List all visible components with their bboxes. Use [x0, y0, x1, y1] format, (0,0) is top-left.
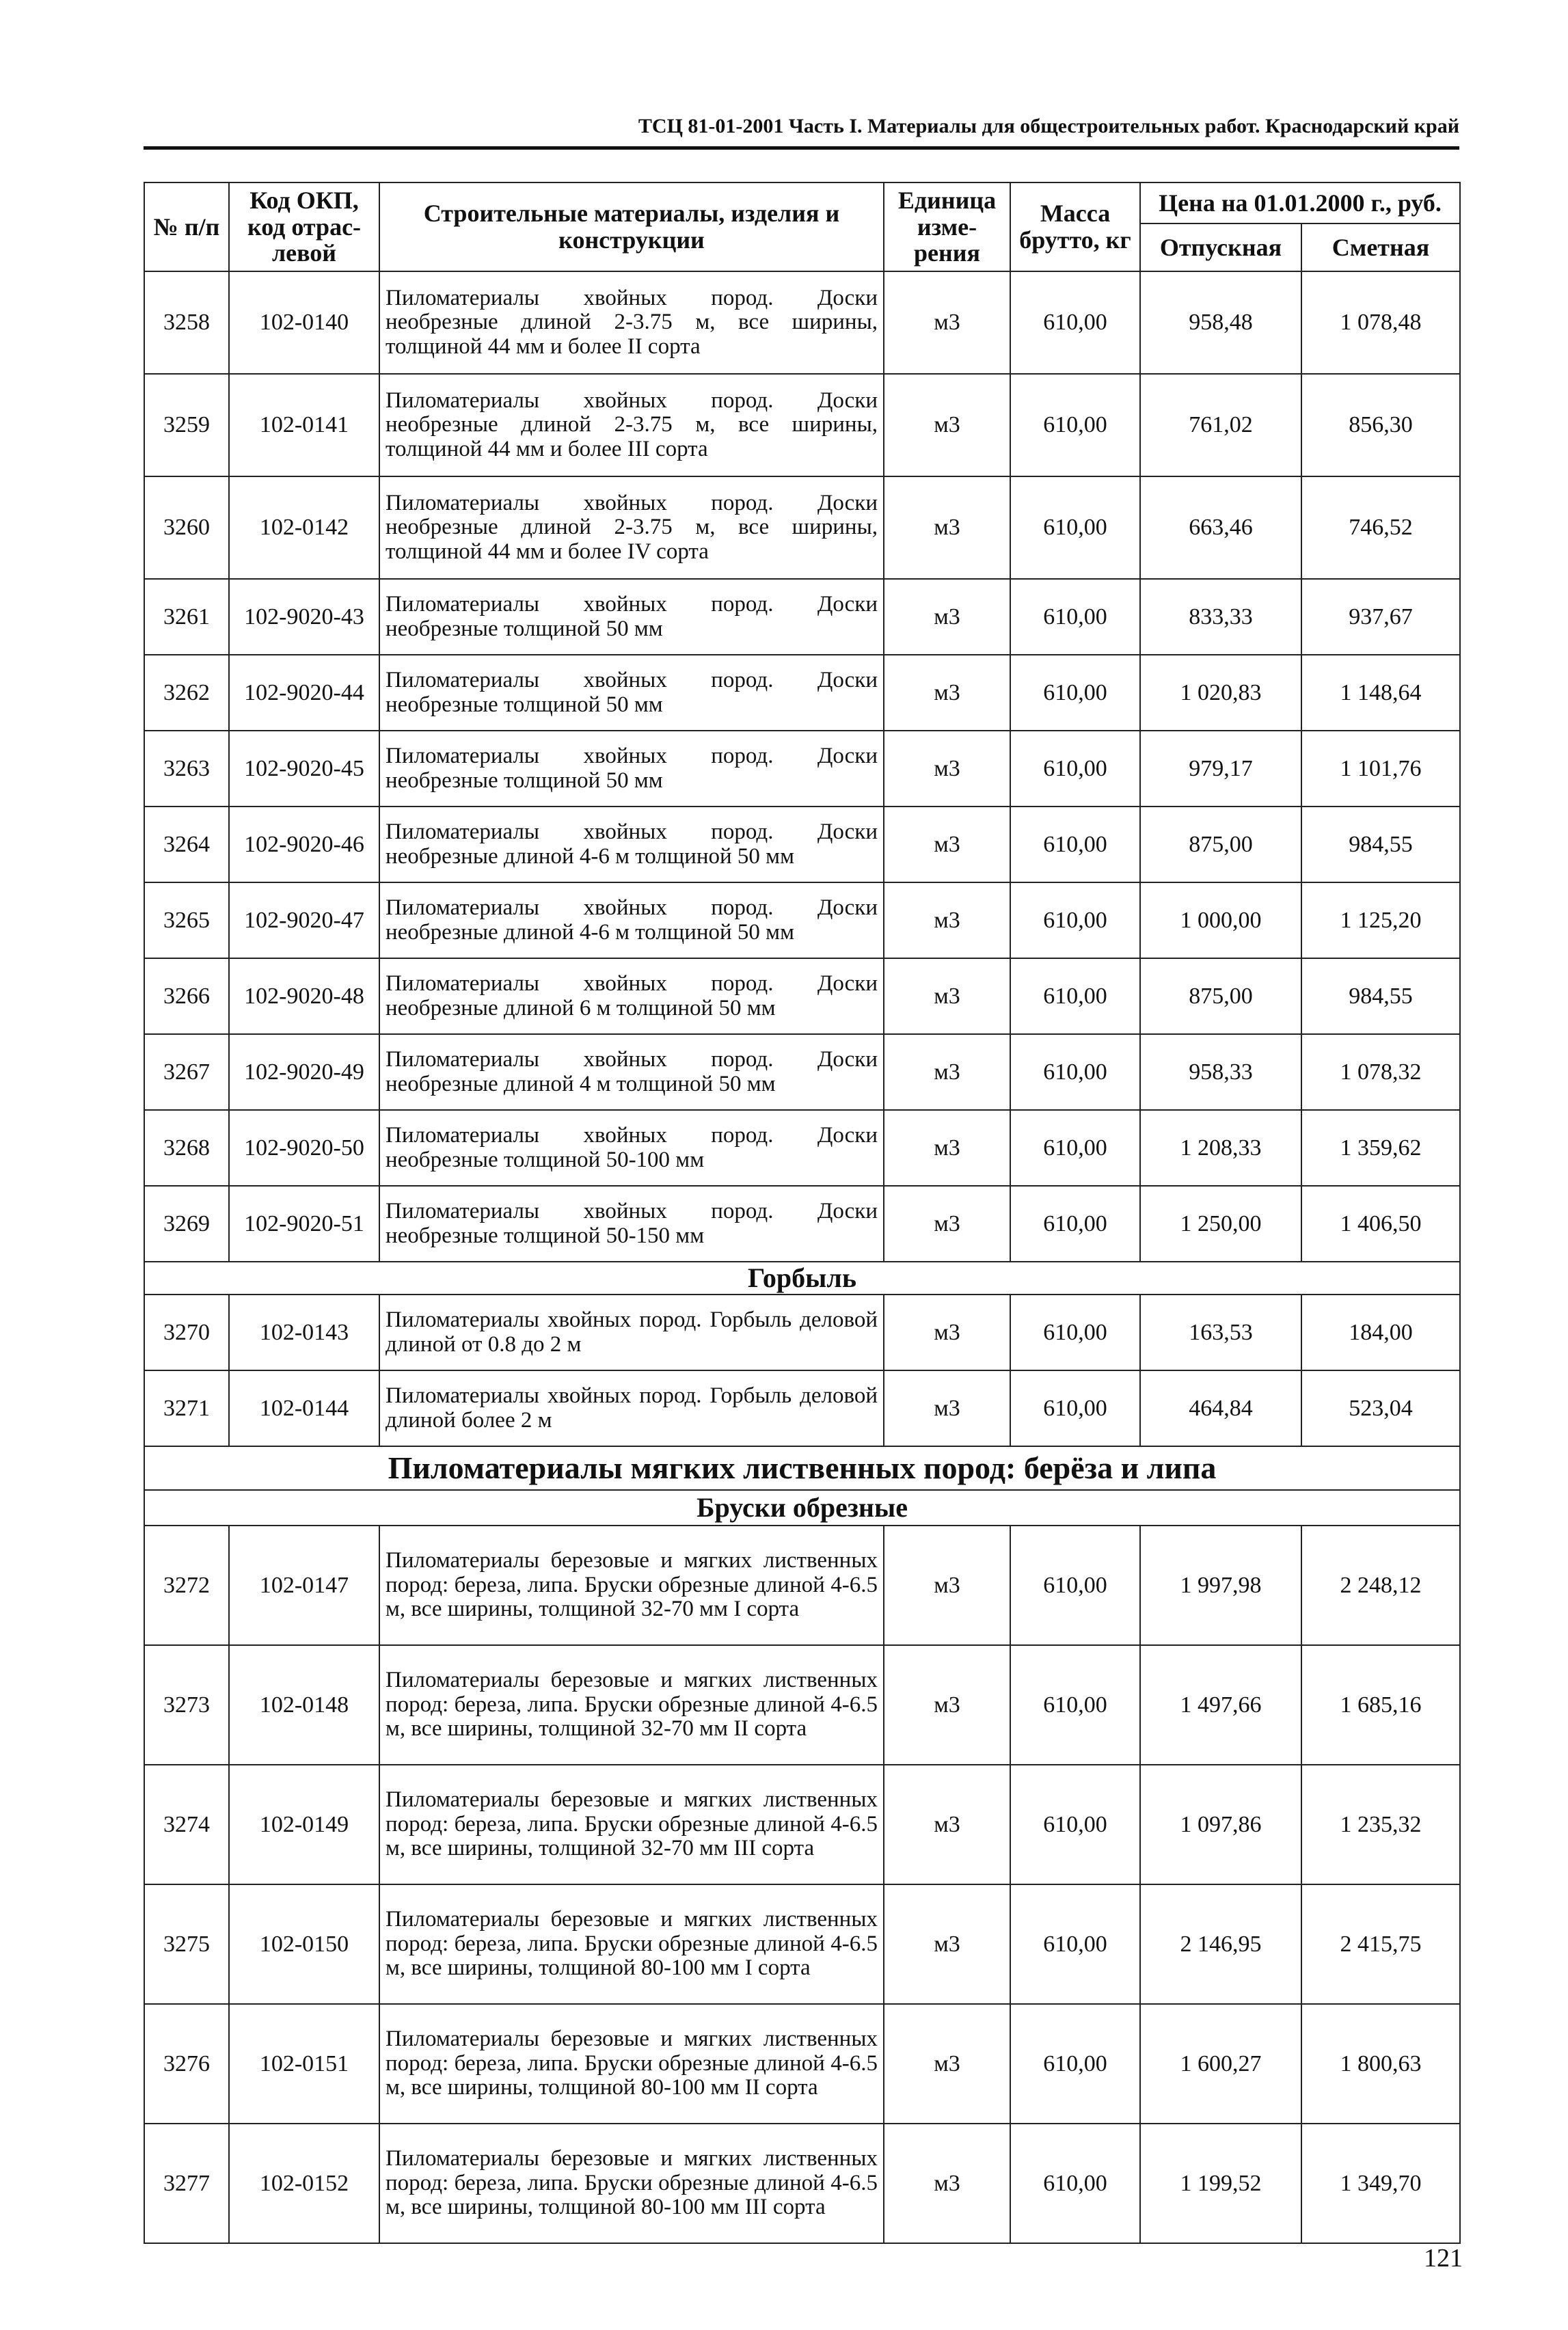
row-unit: м3 [884, 2004, 1010, 2124]
row-code: 102-9020-44 [229, 655, 379, 731]
row-name: Пиломатериалы березовые и мягких лиственных пород: береза, липа. Бруски обрезные длиной 4-6.5 м, все ширины, толщиной 32-70 мм I сорта [379, 1526, 884, 1645]
row-name: Пиломатериалы хвойных пород. Доски необрезные длиной 4-6 м толщиной 50 мм [379, 807, 884, 882]
row-price-estimate: 1 800,63 [1301, 2004, 1460, 2124]
row-price-release: 979,17 [1140, 731, 1301, 807]
row-number: 3270 [144, 1295, 229, 1370]
row-price-estimate: 1 349,70 [1301, 2124, 1460, 2243]
col-price-estimate-header: Сметная [1301, 223, 1460, 271]
row-number: 3267 [144, 1034, 229, 1110]
section-gorbyl [144, 1262, 1460, 1295]
table-body-boards [144, 271, 1460, 1262]
row-mass: 610,00 [1010, 1110, 1140, 1186]
row-number: 3265 [144, 882, 229, 958]
row-mass: 610,00 [1010, 476, 1140, 579]
page-header: ТСЦ 81-01-2001 Часть I. Материалы для общестроительных работ. Краснодарский край [638, 115, 1459, 137]
table-row [144, 731, 1460, 807]
row-name: Пиломатериалы хвойных пород. Доски необрезные длиной 4-6 м толщиной 50 мм [379, 882, 884, 958]
row-number: 3271 [144, 1370, 229, 1446]
row-mass: 610,00 [1010, 1186, 1140, 1262]
row-code: 102-9020-45 [229, 731, 379, 807]
col-code-header: Код ОКП, код отрас-левой [229, 182, 379, 271]
row-number: 3269 [144, 1186, 229, 1262]
row-number: 3272 [144, 1526, 229, 1645]
row-price-estimate: 184,00 [1301, 1295, 1460, 1370]
row-price-estimate: 856,30 [1301, 374, 1460, 476]
row-name: Пиломатериалы березовые и мягких лиственных пород: береза, липа. Бруски обрезные длиной 4-6.5 м, все ширины, толщиной 32-70 мм II сорта [379, 1645, 884, 1765]
row-mass: 610,00 [1010, 1370, 1140, 1446]
row-price-release: 163,53 [1140, 1295, 1301, 1370]
row-price-estimate: 984,55 [1301, 958, 1460, 1034]
row-number: 3266 [144, 958, 229, 1034]
row-price-release: 1 000,00 [1140, 882, 1301, 958]
row-name: Пиломатериалы хвойных пород. Доски необрезные длиной 2-3.75 м, все ширины, толщиной 44 мм и более IV сорта [379, 476, 884, 579]
row-price-estimate: 1 078,48 [1301, 271, 1460, 374]
row-name: Пиломатериалы березовые и мягких лиственных пород: береза, липа. Бруски обрезные длиной 4-6.5 м, все ширины, толщиной 80-100 мм III сорта [379, 2124, 884, 2243]
row-unit: м3 [884, 1884, 1010, 2004]
row-price-estimate: 1 406,50 [1301, 1186, 1460, 1262]
row-price-estimate: 1 235,32 [1301, 1765, 1460, 1884]
row-price-estimate: 746,52 [1301, 476, 1460, 579]
row-name: Пиломатериалы березовые и мягких лиственных пород: береза, липа. Бруски обрезные длиной 4-6.5 м, все ширины, толщиной 80-100 мм I сорта [379, 1884, 884, 2004]
row-name: Пиломатериалы хвойных пород. Горбыль деловой длиной более 2 м [379, 1370, 884, 1446]
row-name: Пиломатериалы хвойных пород. Доски необрезные длиной 4 м толщиной 50 мм [379, 1034, 884, 1110]
header-rule [144, 146, 1459, 150]
row-price-release: 1 097,86 [1140, 1765, 1301, 1884]
table-row [144, 655, 1460, 731]
col-unit-header: Единица изме-рения [884, 182, 1010, 271]
row-code: 102-9020-46 [229, 807, 379, 882]
row-number: 3275 [144, 1884, 229, 2004]
row-mass: 610,00 [1010, 731, 1140, 807]
table-row [144, 1526, 1460, 1645]
row-name: Пиломатериалы березовые и мягких лиственных пород: береза, липа. Бруски обрезные длиной 4-6.5 м, все ширины, толщиной 32-70 мм III сорта [379, 1765, 884, 1884]
row-price-release: 958,48 [1140, 271, 1301, 374]
row-price-estimate: 2 415,75 [1301, 1884, 1460, 2004]
row-mass: 610,00 [1010, 807, 1140, 882]
row-number: 3276 [144, 2004, 229, 2124]
row-price-estimate: 1 685,16 [1301, 1645, 1460, 1765]
row-number: 3258 [144, 271, 229, 374]
row-price-release: 761,02 [1140, 374, 1301, 476]
row-number: 3262 [144, 655, 229, 731]
row-unit: м3 [884, 1110, 1010, 1186]
table-row [144, 476, 1460, 579]
row-mass: 610,00 [1010, 1526, 1140, 1645]
row-mass: 610,00 [1010, 271, 1140, 374]
section-title-soft-woods: Пиломатериалы мягких лиственных пород: берёза и липа [144, 1446, 1460, 1490]
row-name: Пиломатериалы хвойных пород. Доски необрезные толщиной 50-100 мм [379, 1110, 884, 1186]
row-mass: 610,00 [1010, 882, 1140, 958]
row-unit: м3 [884, 958, 1010, 1034]
row-code: 102-0144 [229, 1370, 379, 1446]
table-row [144, 1645, 1460, 1765]
row-code: 102-0140 [229, 271, 379, 374]
row-code: 102-9020-48 [229, 958, 379, 1034]
row-name: Пиломатериалы хвойных пород. Доски необрезные толщиной 50 мм [379, 655, 884, 731]
table-row [144, 1295, 1460, 1370]
row-code: 102-0147 [229, 1526, 379, 1645]
row-price-release: 1 208,33 [1140, 1110, 1301, 1186]
row-unit: м3 [884, 1765, 1010, 1884]
row-price-release: 663,46 [1140, 476, 1301, 579]
row-name: Пиломатериалы березовые и мягких лиственных пород: береза, липа. Бруски обрезные длиной 4-6.5 м, все ширины, толщиной 80-100 мм II сорта [379, 2004, 884, 2124]
table-row [144, 1110, 1460, 1186]
section-title-gorbyl: Горбыль [144, 1262, 1460, 1295]
row-name: Пиломатериалы хвойных пород. Доски необрезные толщиной 50 мм [379, 579, 884, 655]
table-row [144, 1186, 1460, 1262]
row-mass: 610,00 [1010, 579, 1140, 655]
row-name: Пиломатериалы хвойных пород. Доски необрезные толщиной 50-150 мм [379, 1186, 884, 1262]
row-price-release: 1 497,66 [1140, 1645, 1301, 1765]
row-price-estimate: 1 101,76 [1301, 731, 1460, 807]
table-body-bruski [144, 1526, 1460, 2243]
row-price-release: 464,84 [1140, 1370, 1301, 1446]
row-number: 3260 [144, 476, 229, 579]
table-row [144, 1370, 1460, 1446]
row-code: 102-0143 [229, 1295, 379, 1370]
page-number: 121 [1424, 2244, 1463, 2273]
row-mass: 610,00 [1010, 2124, 1140, 2243]
row-unit: м3 [884, 731, 1010, 807]
row-price-release: 1 600,27 [1140, 2004, 1301, 2124]
row-code: 102-0151 [229, 2004, 379, 2124]
row-unit: м3 [884, 1370, 1010, 1446]
section-title-bruski: Бруски обрезные [144, 1490, 1460, 1526]
row-unit: м3 [884, 1034, 1010, 1110]
row-unit: м3 [884, 1186, 1010, 1262]
col-num-header: № п/п [144, 182, 229, 271]
row-code: 102-9020-47 [229, 882, 379, 958]
row-price-release: 1 997,98 [1140, 1526, 1301, 1645]
row-code: 102-0150 [229, 1884, 379, 2004]
row-unit: м3 [884, 807, 1010, 882]
col-price-release-header: Отпускная [1140, 223, 1301, 271]
row-unit: м3 [884, 579, 1010, 655]
row-number: 3274 [144, 1765, 229, 1884]
row-price-release: 958,33 [1140, 1034, 1301, 1110]
row-unit: м3 [884, 655, 1010, 731]
row-number: 3273 [144, 1645, 229, 1765]
row-price-release: 833,33 [1140, 579, 1301, 655]
row-code: 102-0149 [229, 1765, 379, 1884]
row-mass: 610,00 [1010, 655, 1140, 731]
row-name: Пиломатериалы хвойных пород. Доски необрезные длиной 2-3.75 м, все ширины, толщиной 44 мм и более III сорта [379, 374, 884, 476]
row-price-release: 875,00 [1140, 807, 1301, 882]
table-row [144, 958, 1460, 1034]
row-price-release: 1 199,52 [1140, 2124, 1301, 2243]
row-mass: 610,00 [1010, 2004, 1140, 2124]
row-mass: 610,00 [1010, 1765, 1140, 1884]
row-mass: 610,00 [1010, 1645, 1140, 1765]
row-mass: 610,00 [1010, 1295, 1140, 1370]
table-row [144, 1884, 1460, 2004]
row-unit: м3 [884, 271, 1010, 374]
section-soft [144, 1446, 1460, 1526]
row-code: 102-0152 [229, 2124, 379, 2243]
row-price-estimate: 1 359,62 [1301, 1110, 1460, 1186]
row-number: 3259 [144, 374, 229, 476]
row-unit: м3 [884, 374, 1010, 476]
row-price-estimate: 937,67 [1301, 579, 1460, 655]
row-code: 102-9020-49 [229, 1034, 379, 1110]
table-row [144, 882, 1460, 958]
row-name: Пиломатериалы хвойных пород. Доски необрезные толщиной 50 мм [379, 731, 884, 807]
row-mass: 610,00 [1010, 958, 1140, 1034]
row-number: 3268 [144, 1110, 229, 1186]
row-price-release: 1 250,00 [1140, 1186, 1301, 1262]
col-mass-header: Масса брутто, кг [1010, 182, 1140, 271]
row-code: 102-0148 [229, 1645, 379, 1765]
row-unit: м3 [884, 2124, 1010, 2243]
row-number: 3264 [144, 807, 229, 882]
row-price-release: 1 020,83 [1140, 655, 1301, 731]
row-code: 102-9020-50 [229, 1110, 379, 1186]
row-code: 102-0141 [229, 374, 379, 476]
row-unit: м3 [884, 1526, 1010, 1645]
table-row [144, 2124, 1460, 2243]
row-price-estimate: 1 148,64 [1301, 655, 1460, 731]
row-code: 102-0142 [229, 476, 379, 579]
row-number: 3277 [144, 2124, 229, 2243]
row-mass: 610,00 [1010, 1034, 1140, 1110]
table-body-gorbyl [144, 1295, 1460, 1446]
table-row [144, 807, 1460, 882]
row-name: Пиломатериалы хвойных пород. Доски необрезные длиной 2-3.75 м, все ширины, толщиной 44 мм и более II сорта [379, 271, 884, 374]
row-unit: м3 [884, 1645, 1010, 1765]
row-price-estimate: 2 248,12 [1301, 1526, 1460, 1645]
row-number: 3263 [144, 731, 229, 807]
row-price-estimate: 1 125,20 [1301, 882, 1460, 958]
table-row [144, 1765, 1460, 1884]
row-unit: м3 [884, 1295, 1010, 1370]
table-row [144, 374, 1460, 476]
table-row [144, 1034, 1460, 1110]
row-price-estimate: 984,55 [1301, 807, 1460, 882]
row-price-release: 875,00 [1140, 958, 1301, 1034]
col-price-group-header: Цена на 01.01.2000 г., руб. [1140, 182, 1460, 223]
row-price-release: 2 146,95 [1140, 1884, 1301, 2004]
row-mass: 610,00 [1010, 374, 1140, 476]
row-unit: м3 [884, 882, 1010, 958]
row-name: Пиломатериалы хвойных пород. Горбыль деловой длиной от 0.8 до 2 м [379, 1295, 884, 1370]
row-price-estimate: 1 078,32 [1301, 1034, 1460, 1110]
row-unit: м3 [884, 476, 1010, 579]
table-row [144, 579, 1460, 655]
row-number: 3261 [144, 579, 229, 655]
price-table [144, 182, 1461, 2244]
row-code: 102-9020-51 [229, 1186, 379, 1262]
row-price-estimate: 523,04 [1301, 1370, 1460, 1446]
table-header [144, 182, 1460, 271]
row-code: 102-9020-43 [229, 579, 379, 655]
table-row [144, 2004, 1460, 2124]
col-name-header: Строительные материалы, изделия и конструкции [379, 182, 884, 271]
table-row [144, 271, 1460, 374]
row-name: Пиломатериалы хвойных пород. Доски необрезные длиной 6 м толщиной 50 мм [379, 958, 884, 1034]
row-mass: 610,00 [1010, 1884, 1140, 2004]
